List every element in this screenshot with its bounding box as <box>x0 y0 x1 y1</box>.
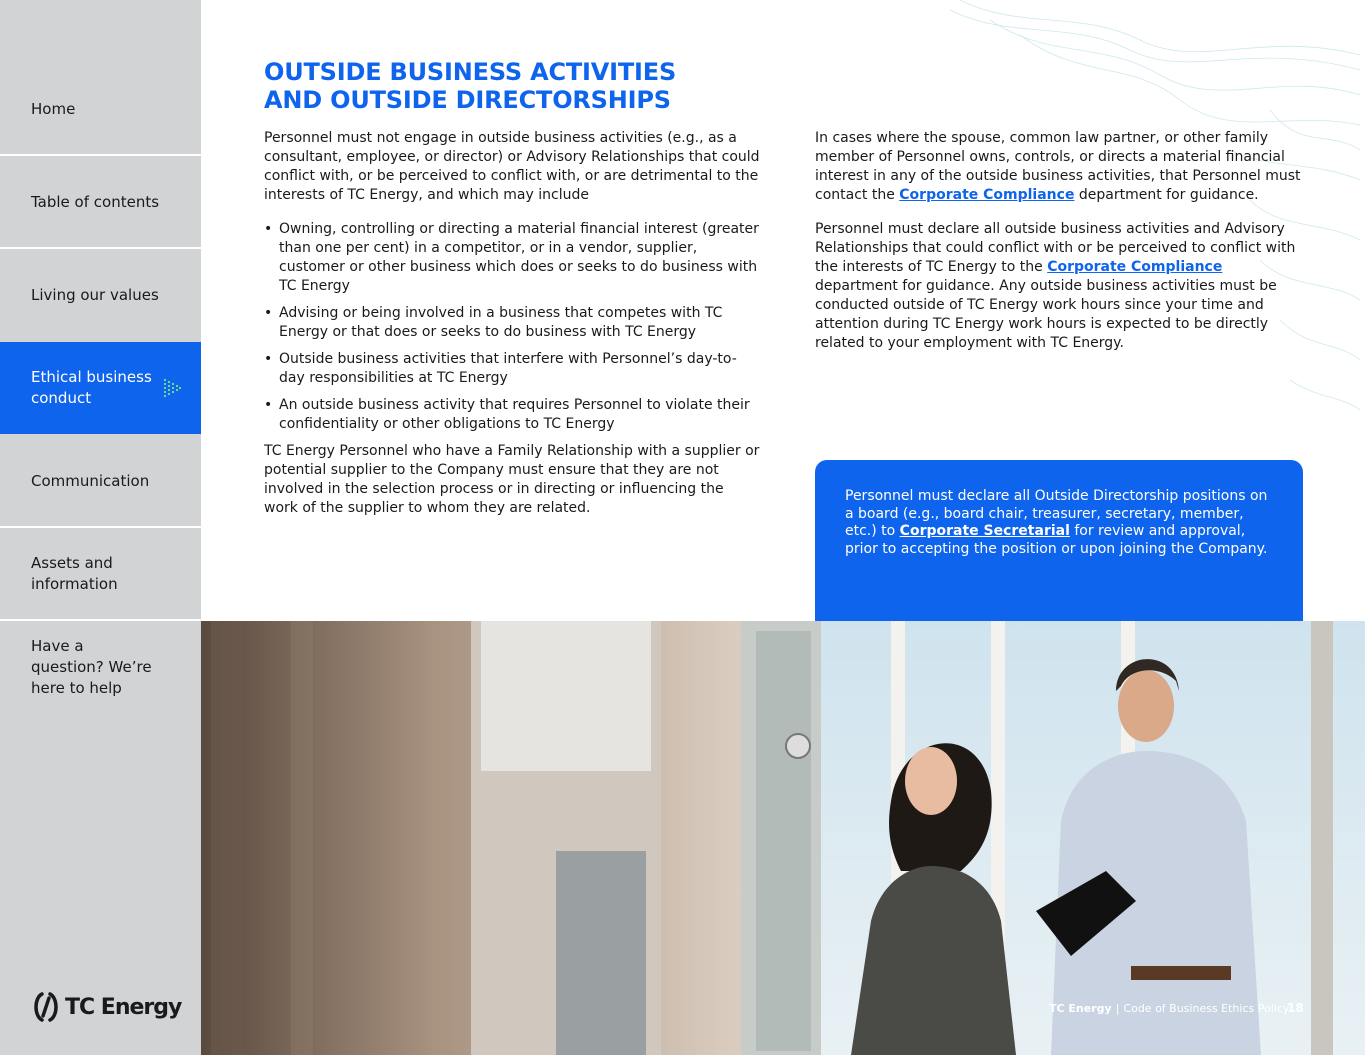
paragraph-text: In cases where the spouse, common law partner, or other family member of Personnel owns, controls, or directs a material financial interest in any of the outside business activities, that Personnel must contact the <box>815 130 1301 203</box>
page-number: 18 <box>1287 1001 1304 1015</box>
list-item: • An outside business activity that requires Personnel to violate their confidentiality or other obligations to TC Energy <box>264 396 760 434</box>
paragraph-text: Personnel must declare all outside business activities and Advisory Relationships that could conflict with or be perceived to conflict with the interests of TC Energy to the <box>815 221 1296 275</box>
tc-energy-logo[interactable] <box>31 990 181 1024</box>
right-column <box>815 129 1305 368</box>
closing-paragraph: TC Energy Personnel who have a Family Relationship with a supplier or potential supplier to the Company must ensure that they are not involved in the selection process or in directing or influencing the work of the supplier to whom they are related. <box>264 443 760 516</box>
sidebar-item-assets-and-information[interactable] <box>0 528 201 620</box>
sidebar-item-have-a-question[interactable] <box>0 621 201 713</box>
sidebar-item-label: Table of contents <box>31 192 160 211</box>
sidebar-item-home[interactable] <box>0 63 201 155</box>
sidebar-item-label: Ethical business conduct <box>31 368 152 407</box>
callout-box <box>815 460 1303 622</box>
sidebar <box>0 0 201 1055</box>
sidebar-item-communication[interactable] <box>0 435 201 527</box>
left-column <box>264 129 760 533</box>
office-photo <box>201 621 1365 1055</box>
sidebar-item-label: Have a question? We’re here to help <box>31 636 152 697</box>
sidebar-item-table-of-contents[interactable] <box>0 156 201 248</box>
footer-document-title: Code of Business Ethics Policy <box>1123 1002 1290 1015</box>
list-item: • Outside business activities that interfere with Personnel’s day-to-day responsibilities at TC Energy <box>264 350 760 388</box>
corporate-compliance-link[interactable]: Corporate Compliance <box>1047 259 1223 275</box>
tc-energy-logo-icon <box>31 990 61 1024</box>
bullet-list <box>264 220 760 434</box>
page-footer <box>1049 1002 1289 1015</box>
sidebar-item-label: Living our values <box>31 285 159 304</box>
footer-separator: | <box>1115 1002 1120 1015</box>
corporate-compliance-link[interactable]: Corporate Compliance <box>899 187 1075 203</box>
declare-paragraph <box>815 220 1305 353</box>
sidebar-item-label: Communication <box>31 471 150 490</box>
callout-text: for review and approval, prior to accepting the position or upon joining the Company. <box>845 523 1268 557</box>
list-item: • Owning, controlling or directing a material financial interest (greater than one per cent) in a competitor, or in a vendor, supplier, customer or other business which does or seeks to do business with TC Energy <box>264 220 760 296</box>
sidebar-item-living-our-values[interactable] <box>0 249 201 341</box>
corporate-secretarial-link[interactable]: Corporate Secretarial <box>899 523 1070 539</box>
paragraph-text: department for guidance. Any outside business activities must be conducted outside of TC Energy work hours since your time and attention during TC Energy work hours is expected to be directly related to your employment with TC Energy. <box>815 278 1277 351</box>
dotted-arrow-icon <box>163 378 181 398</box>
sidebar-item-label: Assets and information <box>31 554 118 593</box>
paragraph-text: department for guidance. <box>1074 187 1259 203</box>
sidebar-item-label: Home <box>31 99 76 118</box>
logo-text: TC Energy <box>65 994 182 1020</box>
list-item: • Advising or being involved in a business that competes with TC Energy or that does or seeks to do business with TC Energy <box>264 304 760 342</box>
callout-text: Personnel must declare all Outside Directorship positions on a board (e.g., board chair, treasurer, secretary, member, etc.) to <box>845 488 1268 539</box>
intro-paragraph: Personnel must not engage in outside business activities (e.g., as a consultant, employee, or director) or Advisory Relationships that could conflict with, or be perceived to conflict with, or are detrimental to the interests of TC Energy, and which may include <box>264 130 760 203</box>
page-title <box>264 58 784 114</box>
page-title-line-2: AND OUTSIDE DIRECTORSHIPS <box>264 86 671 114</box>
page-title-line-1: OUTSIDE BUSINESS ACTIVITIES <box>264 58 677 86</box>
footer-brand: TC Energy <box>1049 1002 1112 1015</box>
family-paragraph <box>815 129 1305 205</box>
sidebar-item-ethical-business-conduct[interactable] <box>0 342 201 434</box>
